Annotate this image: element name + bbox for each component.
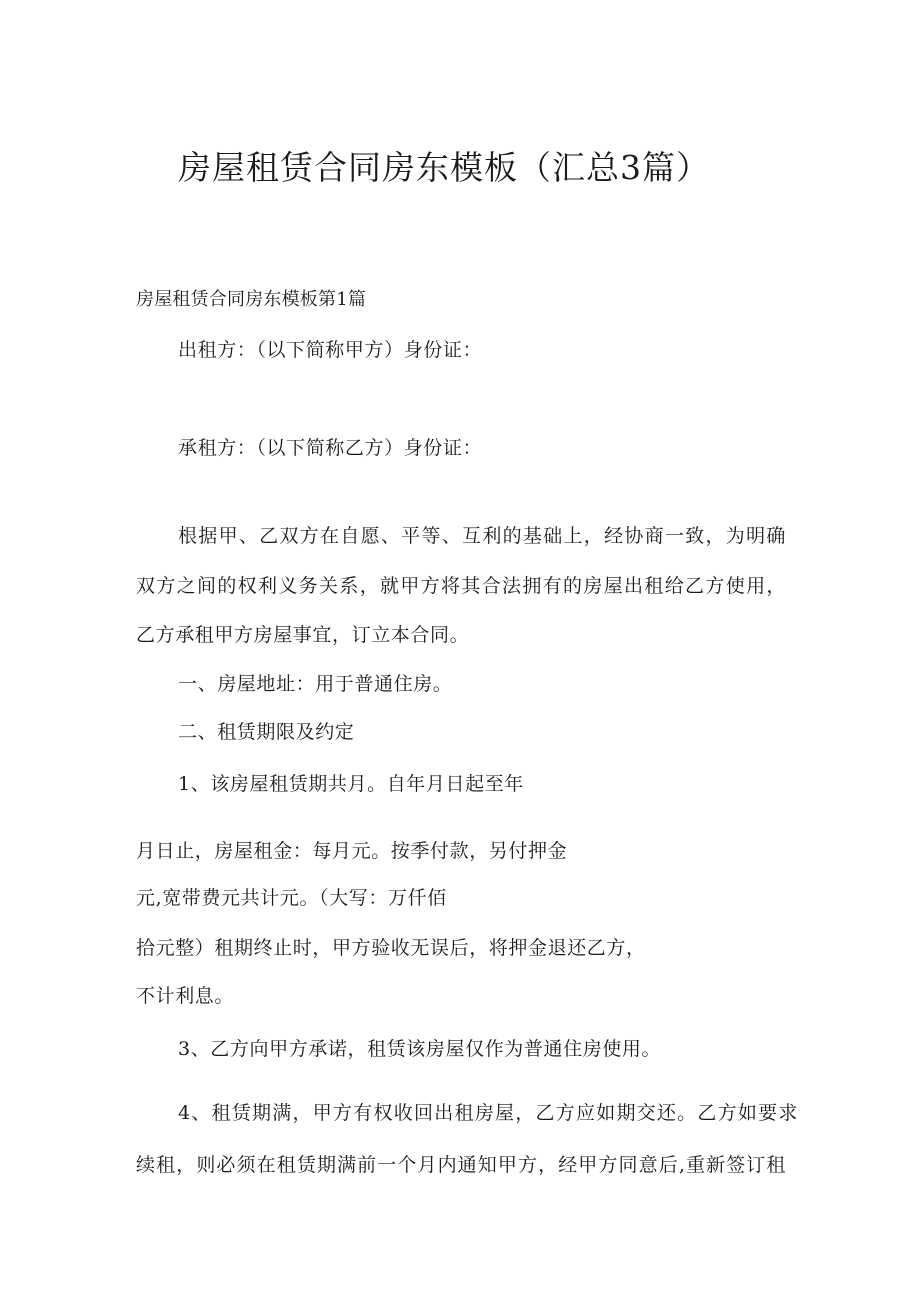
item-4-line-2: 续租，则必须在租赁期满前一个月内通知甲方，经甲方同意后,重新签订租 — [136, 1154, 786, 1176]
document-title: 房屋租赁合同房东模板（汇总3篇） — [178, 148, 710, 187]
intro-line-1: 根据甲、乙双方在自愿、平等、互利的基础上，经协商一致，为明确 — [178, 525, 786, 547]
item-3: 3、乙方向甲方承诺，租赁该房屋仅作为普通住房使用。 — [178, 1038, 662, 1060]
item-1-cont-1: 月日止，房屋租金：每月元。按季付款，另付押金 — [136, 840, 568, 862]
section-heading: 房屋租赁合同房东模板第1篇 — [136, 289, 367, 310]
clause-2: 二、租赁期限及约定 — [178, 721, 355, 743]
intro-line-2: 双方之间的权利义务关系，就甲方将其合法拥有的房屋出租给乙方使用， — [136, 575, 786, 597]
item-1: 1、该房屋租赁期共月。自年月日起至年 — [178, 773, 524, 795]
item-1-cont-2: 元,宽带费元共计元。（大写：万仟佰 — [136, 887, 447, 909]
clause-1: 一、房屋地址：用于普通住房。 — [178, 673, 453, 695]
item-1-cont-4: 不计利息。 — [136, 985, 235, 1007]
intro-line-3: 乙方承租甲方房屋事宜，订立本合同。 — [136, 624, 470, 646]
item-1-cont-3: 拾元整）租期终止时，甲方验收无误后，将押金退还乙方， — [136, 937, 646, 959]
item-4-line-1: 4、租赁期满，甲方有权收回出租房屋，乙方应如期交还。乙方如要求 — [178, 1102, 798, 1124]
lessor-line: 出租方：（以下简称甲方）身份证： — [178, 339, 483, 361]
lessee-line: 承租方：（以下简称乙方）身份证： — [178, 437, 483, 459]
